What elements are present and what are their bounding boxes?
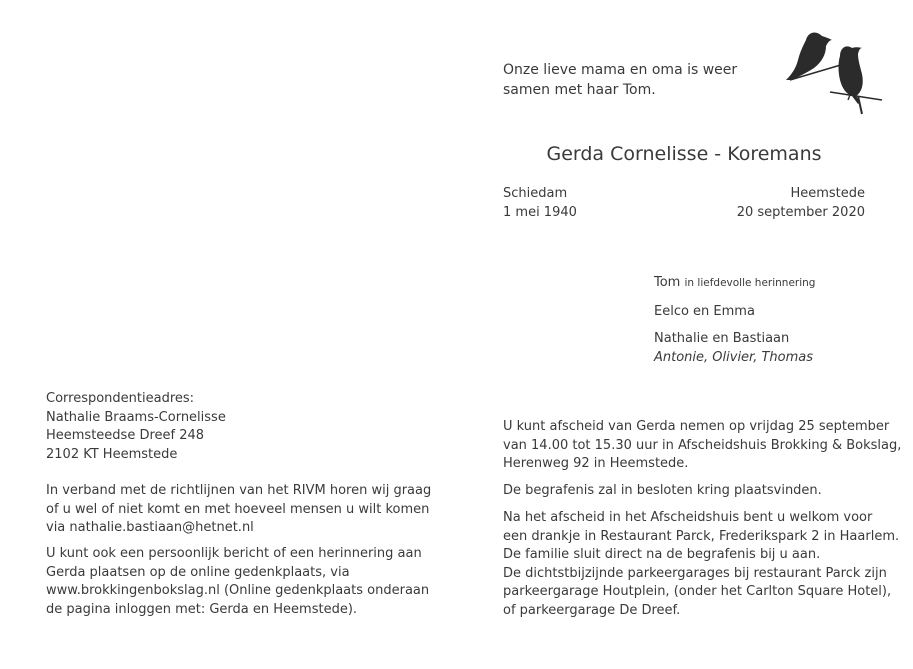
- paragraph-line: de pagina inloggen met: Gerda en Heemstede).: [46, 601, 358, 617]
- paragraph-line: Herenweg 92 in Heemstede.: [503, 456, 689, 471]
- intro-line: Onze lieve mama en oma is weer: [503, 62, 738, 78]
- family-tom-name: Tom: [654, 275, 681, 290]
- paragraph-line: via nathalie.bastiaan@hetnet.nl: [46, 520, 254, 535]
- paragraph-line: of parkeergarage De Dreef.: [503, 602, 681, 618]
- death-place: Heemstede: [790, 186, 865, 201]
- after-paragraph: [503, 509, 899, 620]
- paragraph-line: of u wel of niet komt en met hoeveel mensen u wilt komen: [46, 501, 430, 517]
- rivm-paragraph: [46, 482, 431, 538]
- correspondence-city: 2102 KT Heemstede: [46, 446, 178, 462]
- family-tom: [654, 274, 815, 293]
- paragraph-line: De familie sluit direct na de begrafenis bij u aan.: [503, 547, 821, 562]
- deceased-name: Gerda Cornelisse - Koremans: [546, 143, 822, 165]
- paragraph-line: Na het afscheid in het Afscheidshuis bent u welkom voor: [503, 510, 873, 525]
- correspondence-name: Nathalie Braams-Cornelisse: [46, 409, 226, 425]
- paragraph-line: een drankje in Restaurant Parck, Frederikspark 2 in Haarlem.: [503, 528, 900, 544]
- paragraph-line: U kunt ook een persoonlijk bericht of een herinnering aan: [46, 546, 422, 561]
- paragraph-line: Gerda plaatsen op de online gedenkplaats, via: [46, 564, 350, 580]
- paragraph-line: U kunt afscheid van Gerda nemen op vrijdag 25 september: [503, 419, 890, 434]
- intro-line: samen met haar Tom.: [503, 82, 656, 98]
- paragraph-line: De dichtstbijzijnde parkeergarages bij restaurant Parck zijn: [503, 565, 887, 581]
- online-paragraph: [46, 545, 429, 619]
- family-child2: [654, 330, 813, 367]
- birth-place: Schiedam: [503, 186, 568, 201]
- farewell-paragraph: [503, 418, 901, 474]
- birth-info: [503, 185, 577, 222]
- paragraph-line: parkeergarage Houtplein, (onder het Carlton Square Hotel),: [503, 584, 892, 599]
- correspondence-address: [46, 390, 226, 464]
- funeral-paragraph: De begrafenis zal in besloten kring plaatsvinden.: [503, 483, 822, 498]
- intro-text: [503, 60, 737, 100]
- correspondence-street: Heemsteedse Dreef 248: [46, 428, 205, 443]
- two-birds-on-branch-icon: [782, 26, 886, 116]
- paragraph-line: In verband met de richtlijnen van het RIVM horen wij graag: [46, 483, 432, 498]
- death-date: 20 september 2020: [736, 204, 865, 220]
- paragraph-line: www.brokkingenbokslag.nl (Online gedenkplaats onderaan: [46, 583, 430, 598]
- family-grandchildren: Antonie, Olivier, Thomas: [654, 349, 814, 365]
- family-tom-note: in liefdevolle herinnering: [684, 277, 816, 289]
- correspondence-heading: Correspondentieadres:: [46, 391, 195, 406]
- birth-date: 1 mei 1940: [503, 204, 577, 220]
- family-child1: Eelco en Emma: [654, 304, 755, 319]
- death-info: [737, 185, 865, 222]
- paragraph-line: van 14.00 tot 15.30 uur in Afscheidshuis Brokking & Bokslag,: [503, 437, 902, 453]
- family-child2-names: Nathalie en Bastiaan: [654, 331, 790, 346]
